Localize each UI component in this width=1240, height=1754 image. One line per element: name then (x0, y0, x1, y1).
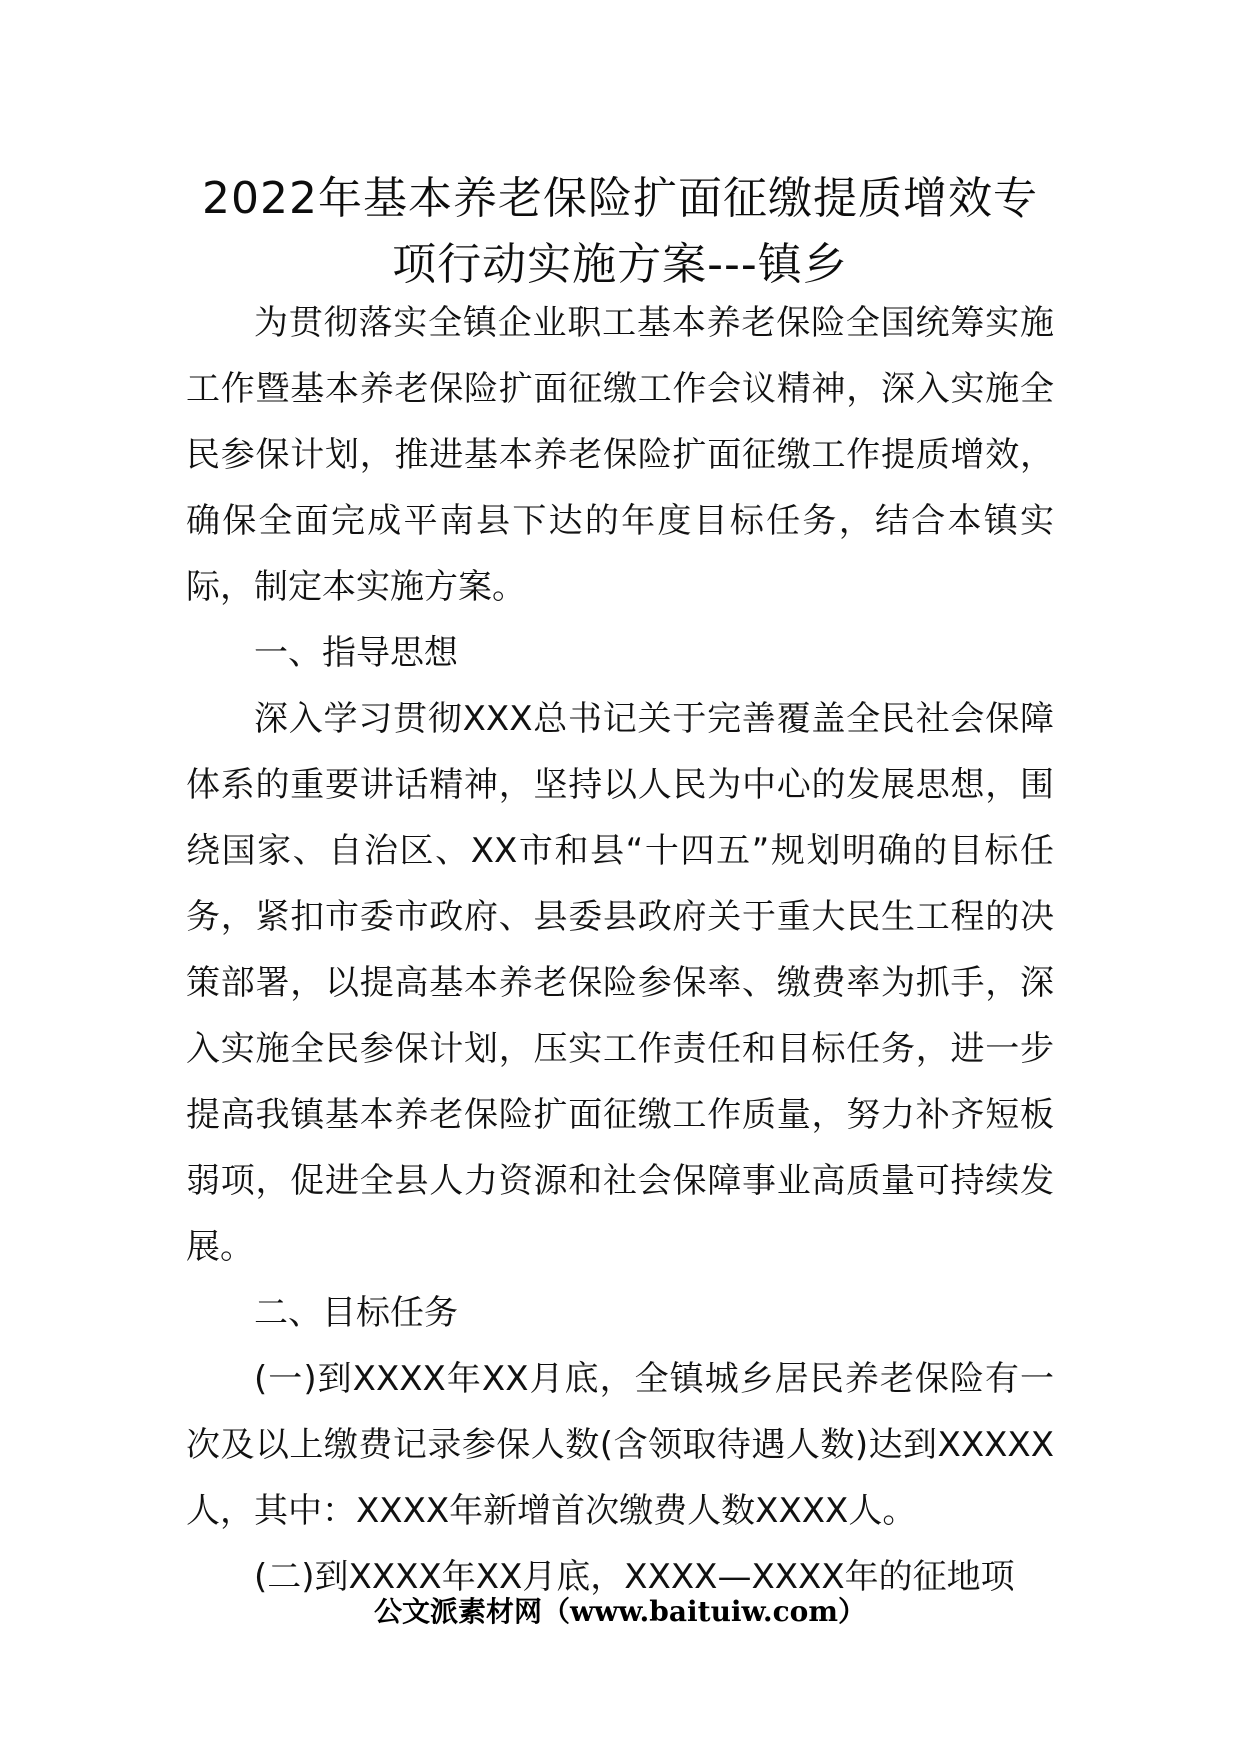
document-title (186, 166, 1054, 298)
paragraph-guiding-thought: 深入学习贯彻XXX总书记关于完善覆盖全民社会保障体系的重要讲话精神，坚持以人民为中心的发展思想，围绕国家、自治区、XX市和县“十四五”规划明确的目标任务，紧扣市委市政府、县委县政府关于重大民生工程的决策部署，以提高基本养老保险参保率、缴费率为抓手，深入实施全民参保计划，压实工作责任和目标任务，进一步提高我镇基本养老保险扩面征缴工作质量，努力补齐短板弱项，促进全县人力资源和社会保障事业高质量可持续发展。 (186, 699, 1054, 1267)
title-line-2: 项行动实施方案---镇乡 (392, 239, 848, 290)
section-heading-guiding-thought: 一、指导思想 (254, 633, 458, 673)
footer-watermark: 公文派素材网（www.baituiw.com） (374, 1595, 866, 1628)
title-line-1: 2022年基本养老保险扩面征缴提质增效专 (202, 173, 1038, 224)
paragraph-intro: 为贯彻落实全镇企业职工基本养老保险全国统筹实施工作暨基本养老保险扩面征缴工作会议精神，深入实施全民参保计划，推进基本养老保险扩面征缴工作提质增效，确保全面完成平南县下达的年度目标任务，结合本镇实际，制定本实施方案。 (186, 303, 1054, 607)
paragraph-target-2: (二)到XXXX年XX月底，XXXX—XXXX年的征地项 (254, 1557, 1015, 1597)
document-body (186, 290, 1054, 1610)
paragraph-target-1: (一)到XXXX年XX月底，全镇城乡居民养老保险有一次及以上缴费记录参保人数(含领取待遇人数)达到XXXXX人，其中：XXXX年新增首次缴费人数XXXX人。 (186, 1359, 1054, 1531)
section-heading-targets: 二、目标任务 (254, 1293, 458, 1333)
